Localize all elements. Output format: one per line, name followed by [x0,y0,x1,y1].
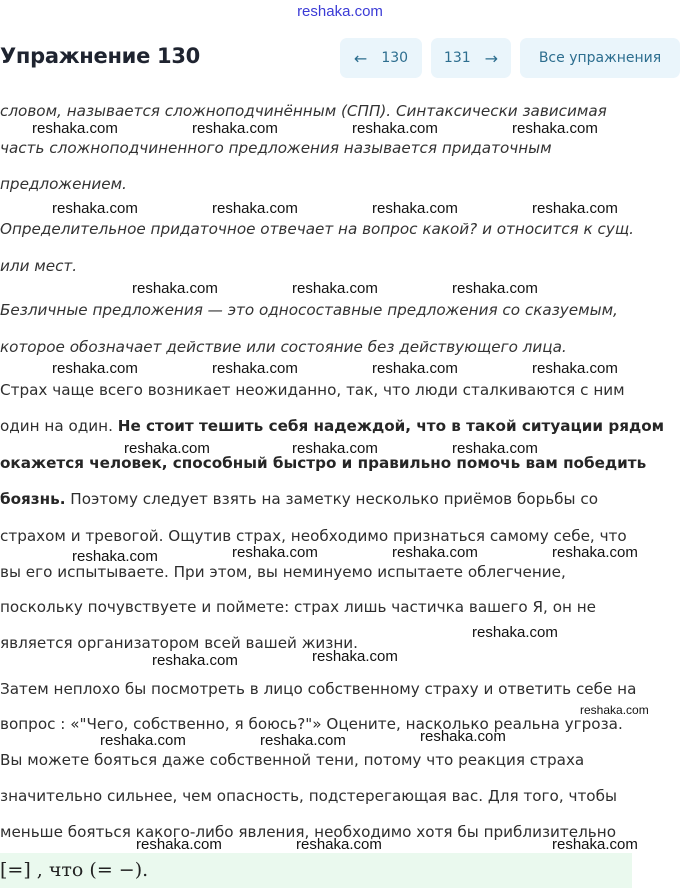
text-line [0,300,618,320]
arrow-right-icon: → [484,48,499,68]
italic-text: предложением. [0,175,127,193]
text-segment: является организатором всей вашей жизни. [0,634,358,652]
bold-text: окажется человек, способный быстро и правильно помочь вам победить [0,454,647,472]
text-segment: вы его испытываете. При этом, вы неминуемо испытаете облегчение, [0,563,566,581]
text-line [0,526,627,546]
watermark: reshaka.com [260,732,346,749]
watermark: reshaka.com [552,836,638,853]
watermark: reshaka.com [312,648,398,665]
text-line [0,679,636,699]
watermark: reshaka.com [52,360,138,377]
watermark: reshaka.com [212,360,298,377]
text-segment: Страх чаще всего возникает неожиданно, так, что люди сталкиваются с ним [0,381,625,399]
text-line [0,380,625,400]
watermark: reshaka.com [32,120,118,137]
text-line [0,597,596,617]
text-segment: меньше бояться какого-либо явления, необходимо хотя бы приблизительно [0,823,616,841]
watermark: reshaka.com [552,544,638,561]
text-line [0,219,634,239]
bold-text: боязнь. [0,490,66,508]
watermark: reshaka.com [580,703,649,717]
text-line [0,714,623,734]
text-line [0,174,127,194]
text-segment: значительно сильнее, чем опасность, подстерегающая вас. Для того, чтобы [0,787,617,805]
watermark: reshaka.com [192,120,278,137]
text-segment: один на один. [0,417,118,435]
text-line [0,337,567,357]
formula-scheme: [=] , что (= −). [0,853,632,888]
watermark: reshaka.com [136,836,222,853]
text-segment: Поэтому следует взять на заметку несколько приёмов борьбы со [65,490,598,508]
watermark: reshaka.com [452,440,538,457]
watermark: reshaka.com [296,836,382,853]
watermark: reshaka.com [532,200,618,217]
watermark: reshaka.com [124,440,210,457]
watermark: reshaka.com [352,120,438,137]
text-segment: Затем неплохо бы посмотреть в лицо собственному страху и ответить себе на [0,680,637,698]
italic-text: Определительное придаточное отвечает на вопрос какой? и относится к сущ. [0,220,634,238]
text-line [0,786,617,806]
italic-text: которое обозначает действие или состояние без действующего лица. [0,338,567,356]
text-line [0,489,598,509]
text-line [0,138,552,158]
arrow-left-icon: ← [353,48,368,68]
bold-text: Не стоит тешить себя надеждой, что в такой ситуации рядом [117,417,665,435]
text-line [0,101,607,121]
watermark: reshaka.com [372,200,458,217]
watermark: reshaka.com [512,120,598,137]
watermark: reshaka.com [52,200,138,217]
text-segment: Вы можете бояться даже собственной тени, потому что реакция страха [0,751,585,769]
text-segment: поскольку почувствуете и поймете: страх лишь частичка вашего Я, он не [0,598,597,616]
watermark: reshaka.com [452,280,538,297]
watermark: reshaka.com [532,360,618,377]
text-line [0,633,358,653]
watermark: reshaka.com [420,728,506,745]
site-link[interactable]: reshaka.com [297,3,383,20]
italic-text: или мест. [0,257,78,275]
watermark: reshaka.com [152,652,238,669]
watermark: reshaka.com [212,200,298,217]
text-line [0,750,584,770]
italic-text: Безличные предложения — это односоставные предложения со сказуемым, [0,301,618,319]
all-exercises-label: Все упражнения [538,50,662,66]
watermark: reshaka.com [72,548,158,565]
watermark: reshaka.com [132,280,218,297]
watermark: reshaka.com [392,544,478,561]
page-title: Упражнение 130 [0,44,200,68]
next-exercise-label: 131 [443,50,471,66]
text-line [0,416,664,436]
watermark: reshaka.com [472,624,558,641]
watermark: reshaka.com [100,732,186,749]
italic-text: словом, называется сложноподчинённым (СПП). Синтаксически зависимая [0,102,607,120]
prev-exercise-label: 130 [381,50,409,66]
watermark: reshaka.com [232,544,318,561]
watermark: reshaka.com [292,280,378,297]
watermark: reshaka.com [292,440,378,457]
watermark: reshaka.com [372,360,458,377]
text-line [0,562,566,582]
text-segment: страхом и тревогой. Ощутив страх, необходимо признаться самому себе, что [0,527,627,545]
italic-text: часть сложноподчиненного предложения называется придаточным [0,139,552,157]
text-segment: вопрос : «"Чего, собственно, я боюсь?"» Оцените, насколько реальна угроза. [0,715,623,733]
text-line [0,256,77,276]
